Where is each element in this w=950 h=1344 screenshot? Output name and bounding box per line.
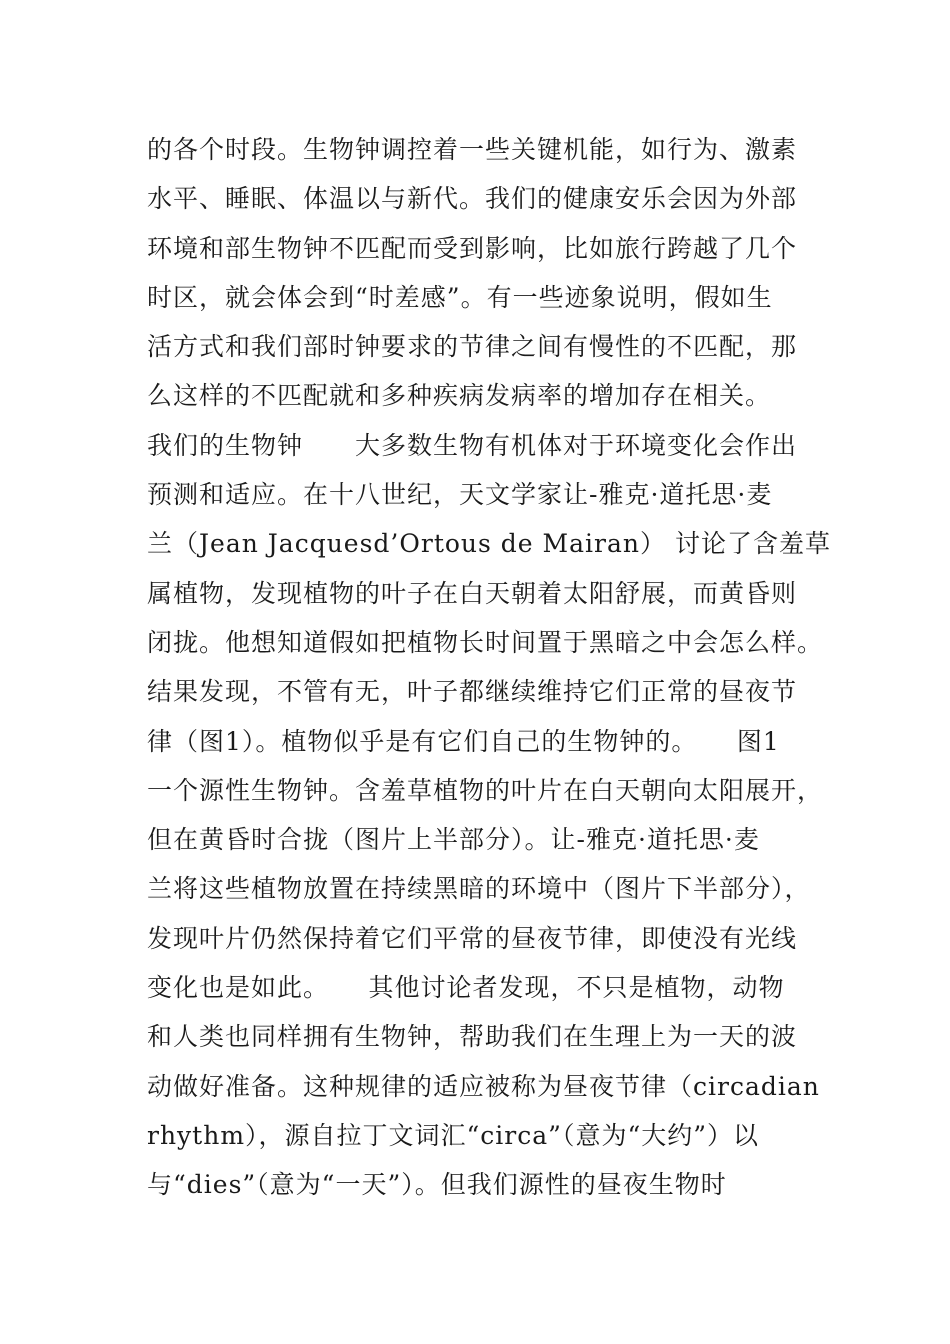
text-line-8: 预测和适应。在十八世纪，天文学家让-雅克·道托思·麦: [147, 480, 773, 510]
text-line-13: 律（图1）。植物似乎是有它们自己的生物钟的。 图1: [147, 726, 780, 756]
text-line-2: 水平、睡眠、体温以与新代。我们的健康安乐会因为外部: [147, 184, 798, 214]
text-line-5: 活方式和我们部时钟要求的节律之间有慢性的不匹配，那: [147, 332, 798, 362]
text-line-11: 闭拢。他想知道假如把植物长时间置于黑暗之中会怎么样。: [147, 627, 824, 657]
text-line-4: 时区，就会体会到“时差感”。有一些迹象说明，假如生: [147, 282, 773, 312]
text-line-20: 动做好准备。这种规律的适应被称为昼夜节律（circadian: [147, 1071, 820, 1101]
text-line-7: 我们的生物钟 大多数生物有机体对于环境变化会作出: [147, 430, 798, 460]
text-line-21: rhythm），源自拉丁文词汇“circa”（意为“大约”）以: [147, 1120, 760, 1150]
text-line-9: 兰（Jean Jacquesd’Ortous de Mairan） 讨论了含羞草: [147, 529, 831, 559]
text-line-10: 属植物，发现植物的叶子在白天朝着太阳舒展，而黄昏则: [147, 578, 798, 608]
body-text: [147, 125, 831, 1210]
text-line-15: 但在黄昏时合拢（图片上半部分）。让-雅克·道托思·麦: [147, 825, 760, 855]
text-line-1: 的各个时段。生物钟调控着一些关键机能，如行为、激素: [147, 135, 798, 164]
text-line-17: 发现叶片仍然保持着它们平常的昼夜节律，即使没有光线: [147, 923, 798, 953]
text-line-14: 一个源性生物钟。含羞草植物的叶片在白天朝向太阳展开，: [147, 775, 824, 805]
text-line-6: 么这样的不匹配就和多种疾病发病率的增加存在相关。: [147, 381, 772, 411]
text-line-16: 兰将这些植物放置在持续黑暗的环境中（图片下半部分），: [147, 874, 811, 904]
text-line-12: 结果发现，不管有无，叶子都继续维持它们正常的昼夜节: [147, 677, 798, 707]
text-line-18: 变化也是如此。 其他讨论者发现，不只是植物，动物: [147, 973, 785, 1003]
text-line-22: 与“dies”（意为“一天”）。但我们源性的昼夜生物时: [147, 1170, 727, 1200]
text-line-19: 和人类也同样拥有生物钟，帮助我们在生理上为一天的波: [147, 1022, 798, 1052]
text-line-3: 环境和部生物钟不匹配而受到影响，比如旅行跨越了几个: [147, 233, 798, 263]
